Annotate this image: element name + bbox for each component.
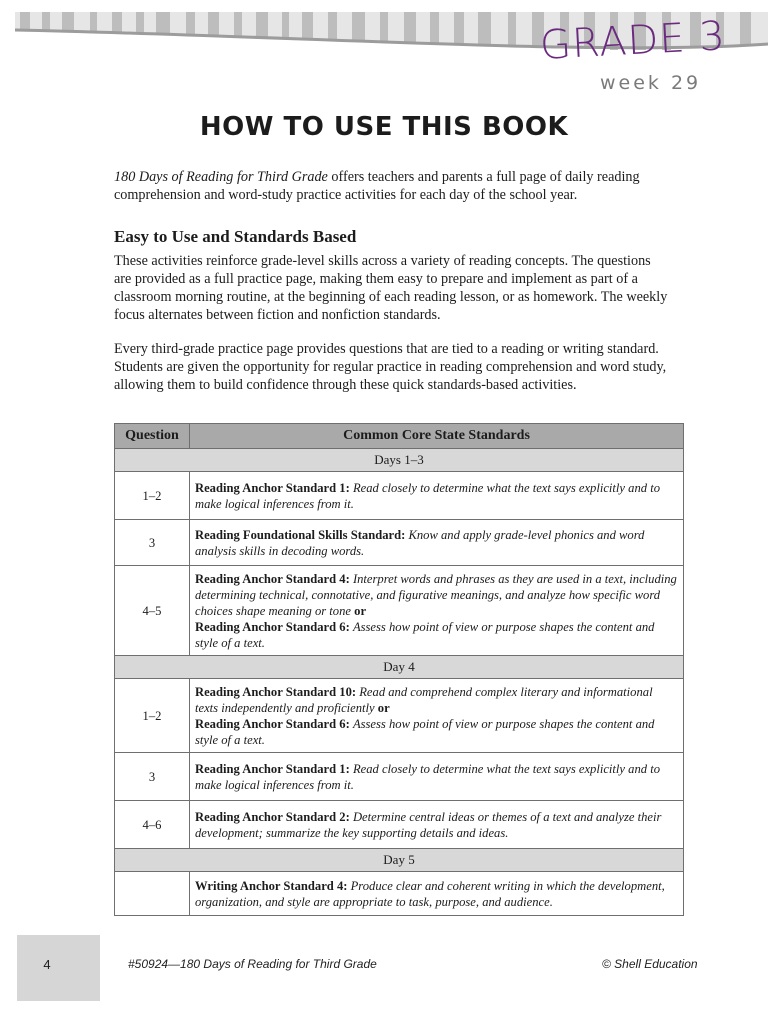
- question-cell: [115, 872, 190, 916]
- standard-cell: [190, 520, 684, 566]
- column-header-question: Question: [115, 424, 190, 449]
- day-group-row: [115, 849, 684, 872]
- standard-description: Produce clear and coherent writing in which the development, organization, and style are appropriate to task, purpose, and audience.: [195, 878, 665, 909]
- standard-cell: [190, 566, 684, 656]
- table-row: [115, 801, 684, 849]
- standard-description: Read and comprehend complex literary and informational texts independently and proficiently: [195, 684, 653, 715]
- standard-description: Know and apply grade-level phonics and word analysis skills in decoding words.: [195, 527, 645, 558]
- page-number-tab: [17, 935, 100, 1001]
- table-row: [115, 472, 684, 520]
- table-row: [115, 753, 684, 801]
- standard-description: Read closely to determine what the text says explicitly and to make logical inferences from it.: [195, 761, 660, 792]
- footer-book-reference: #50924—180 Days of Reading for Third Grade: [128, 957, 377, 971]
- question-cell: 1–2: [115, 679, 190, 753]
- standard-name: Reading Anchor Standard 1:: [195, 480, 350, 495]
- standards-table: [114, 423, 684, 916]
- week-handwritten: week 29: [600, 72, 702, 94]
- section-paragraph-2: Every third-grade practice page provides questions that are tied to a reading or writing standard. Students are given the opportunity for regular practice in reading comprehension and word study, allowing them to build confidence through these quick standards-based activities.: [114, 341, 667, 393]
- standard-name: Reading Foundational Skills Standard:: [195, 527, 406, 542]
- day-group-label: Days 1–3: [115, 449, 684, 472]
- or-connector: or: [377, 700, 390, 715]
- section-paragraph-1: These activities reinforce grade-level skills across a variety of reading concepts. The questions are provided as a full practice page, making them easy to prepare and implement as part of a classroom morning routine, at the beginning of each reading lesson, or as homework. The weekly focus alternates between fiction and nonfiction standards.: [114, 253, 668, 323]
- standard-cell: [190, 872, 684, 916]
- standard-name: Reading Anchor Standard 1:: [195, 761, 350, 776]
- table-row: [115, 679, 684, 753]
- table-row: [115, 566, 684, 656]
- standard-description: Read closely to determine what the text says explicitly and to make logical inferences from it.: [195, 480, 660, 511]
- table-row: [115, 520, 684, 566]
- grade-handwritten: GRADE 3: [538, 13, 727, 69]
- day-group-label: Day 4: [115, 656, 684, 679]
- standard-name: Reading Anchor Standard 10:: [195, 684, 357, 699]
- question-cell: 1–2: [115, 472, 190, 520]
- table-header-row: [115, 424, 684, 449]
- day-group-row: [115, 449, 684, 472]
- day-group-label: Day 5: [115, 849, 684, 872]
- standard-description: Interpret words and phrases as they are used in a text, including determining technical, connotative, and figurative meanings, and analyze how specific word choices shape meaning or tone: [195, 571, 677, 618]
- standard-name: Reading Anchor Standard 4:: [195, 571, 350, 586]
- section-heading: Easy to Use and Standards Based: [114, 227, 357, 246]
- standard-cell: [190, 679, 684, 753]
- question-cell: 4–6: [115, 801, 190, 849]
- standard-cell: [190, 472, 684, 520]
- book-title: 180 Days of Reading for Third Grade: [114, 169, 328, 185]
- footer-publisher: © Shell Education: [602, 957, 698, 971]
- standard-description: Assess how point of view or purpose shapes the content and style of a text.: [195, 619, 655, 650]
- standard-name: Reading Anchor Standard 6:: [195, 716, 350, 731]
- standard-name: Reading Anchor Standard 6:: [195, 619, 350, 634]
- standard-cell: [190, 801, 684, 849]
- standard-description: Assess how point of view or purpose shapes the content and style of a text.: [195, 716, 655, 747]
- column-header-standards: Common Core State Standards: [190, 424, 684, 449]
- or-connector: or: [354, 603, 367, 618]
- question-cell: 3: [115, 520, 190, 566]
- table-row: [115, 872, 684, 916]
- standard-name: Writing Anchor Standard 4:: [195, 878, 348, 893]
- intro-text: offers teachers and parents a full page of daily reading comprehension and word-study practice activities for each day of the school year.: [114, 169, 640, 203]
- question-cell: 4–5: [115, 566, 190, 656]
- page-number: 4: [43, 957, 51, 972]
- question-cell: 3: [115, 753, 190, 801]
- day-group-row: [115, 656, 684, 679]
- intro-paragraph: [114, 168, 670, 204]
- page-title: HOW TO USE THIS BOOK: [199, 112, 569, 142]
- standard-cell: [190, 753, 684, 801]
- standard-description: Determine central ideas or themes of a text and analyze their development; summarize the key supporting details and ideas.: [195, 809, 662, 840]
- standard-name: Reading Anchor Standard 2:: [195, 809, 350, 824]
